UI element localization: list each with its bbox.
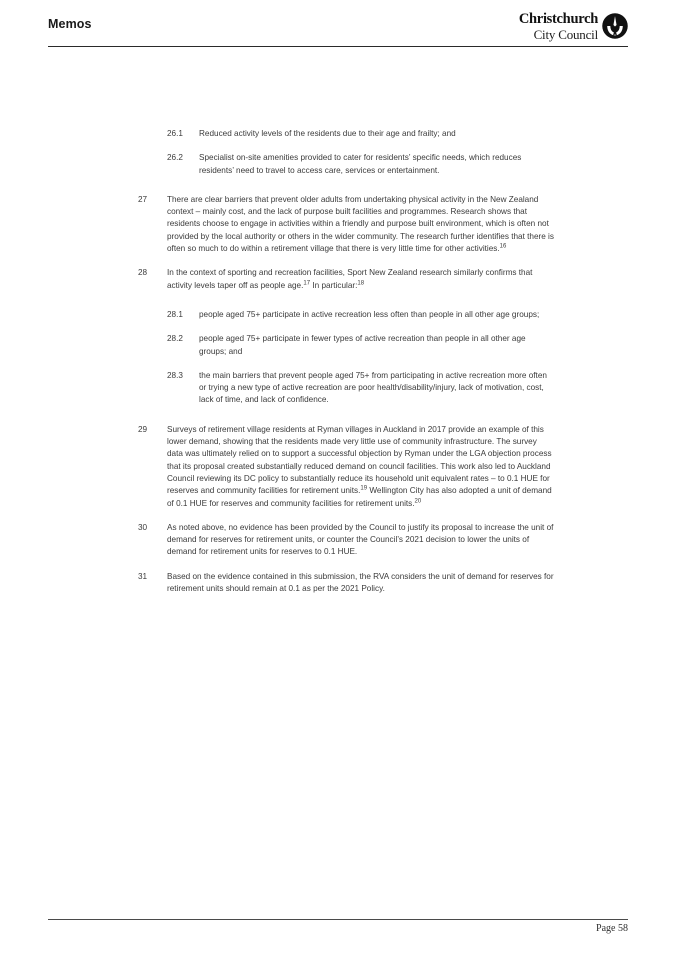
paragraph-31 bbox=[0, 571, 675, 596]
footnote-marker: 16 bbox=[499, 243, 507, 250]
paragraph-28.2 bbox=[0, 333, 675, 358]
paragraph-28.1 bbox=[0, 309, 675, 321]
paragraph-text: As noted above, no evidence has been provided by the Council to justify its proposal to increase the unit of demand for reserves for retirement units, or counter the Council’s 2021 decision to lower the units of demand for retirement units for reserves to 0.1 HUE. bbox=[167, 522, 554, 557]
paragraph-26.2 bbox=[0, 152, 675, 177]
page-header bbox=[0, 0, 675, 60]
paragraph-text: Based on the evidence contained in this submission, the RVA considers the unit of demand for reserves for retirement units should remain at 0.1 as per the 2021 Policy. bbox=[167, 571, 554, 594]
header-divider bbox=[48, 46, 628, 47]
paragraph-text: people aged 75+ participate in active recreation less often than people in all other age groups; bbox=[199, 309, 540, 319]
paragraph-26.1 bbox=[0, 128, 675, 140]
paragraph-number: 27 bbox=[138, 194, 148, 204]
logo-line-city-council: City Council bbox=[533, 26, 598, 42]
paragraph-number: 30 bbox=[138, 522, 148, 532]
paragraph-29 bbox=[0, 424, 675, 510]
paragraph-number: 31 bbox=[138, 571, 148, 581]
footnote-marker: 17 bbox=[303, 279, 311, 286]
page-title: Memos bbox=[48, 17, 92, 31]
footnote-marker: 20 bbox=[414, 497, 422, 504]
logo-wordmark bbox=[519, 12, 598, 42]
footnote-marker: 18 bbox=[357, 279, 365, 286]
paragraph-28 bbox=[0, 267, 675, 292]
paragraph-number: 29 bbox=[138, 424, 148, 434]
footnote-marker: 19 bbox=[360, 485, 368, 492]
paragraph-28.3 bbox=[0, 370, 675, 407]
paragraph-text: the main barriers that prevent people aged 75+ from participating in active recreation more often or trying a new type of active recreation are poor health/disability/injury, lack of motivation, cost, lack of time, and lack of confidence. bbox=[199, 370, 547, 405]
paragraph-number: 28.3 bbox=[167, 370, 183, 380]
logo-line-christchurch: Christchurch bbox=[518, 11, 598, 27]
page-footer bbox=[0, 895, 675, 955]
paragraph-text: Surveys of retirement village residents at Ryman villages in Auckland in 2017 provide an example of this lower demand, showing that the residents made very little use of community infrastructure. The survey data was ultimately relied on to support a successful objection by Ryman under the LGA objection process that its proposal created substantially reduced demand on council facilities. This work also led to Auckland Council reviewing its DC policy to substantially reduce its household unit equivalent rates – to 0.1 HUE for reserves and community facilities for retirement units.$^{19}$ Wellington City has also adopted a unit of demand of 0.1 HUE for reserves and community facilities for retirement units.$^{20}$ bbox=[167, 424, 552, 508]
paragraph-text: In the context of sporting and recreation facilities, Sport New Zealand research similarly confirms that activity levels taper off as people age.$^{17}$ In particular:$^{18}$ bbox=[167, 268, 533, 290]
paragraph-27 bbox=[0, 194, 675, 255]
page-number: Page 58 bbox=[596, 923, 628, 934]
paragraph-text: Reduced activity levels of the residents due to their age and frailty; and bbox=[199, 129, 456, 138]
paragraph-number: 28.2 bbox=[167, 334, 183, 344]
paragraph-number: 28 bbox=[138, 268, 148, 278]
council-logo bbox=[519, 12, 628, 42]
paragraph-number: 26.2 bbox=[167, 153, 183, 163]
paragraph-number: 26.1 bbox=[167, 129, 183, 138]
paragraph-30 bbox=[0, 522, 675, 559]
paragraph-text: people aged 75+ participate in fewer types of active recreation than people in all other age groups; and bbox=[199, 334, 526, 356]
christchurch-city-council-emblem-icon bbox=[602, 13, 628, 39]
document-body bbox=[0, 128, 675, 607]
paragraph-text: There are clear barriers that prevent older adults from undertaking physical activity in the New Zealand context – mainly cost, and the lack of purpose built facilities and programmes. Research shows that residents choose to engage in activities within a friendly and purpose built environment, which is often not provided by the local authority or others in the wider community. The research further identifies that there is often so much to do within a retirement village that there is very little time for other activities.$^{16}$ bbox=[167, 194, 554, 254]
paragraph-number: 28.1 bbox=[167, 309, 183, 319]
paragraph-text: Specialist on-site amenities provided to cater for residents’ specific needs, which reduces residents’ need to travel to access care, services or entertainment. bbox=[199, 153, 522, 175]
footer-divider bbox=[48, 919, 628, 920]
